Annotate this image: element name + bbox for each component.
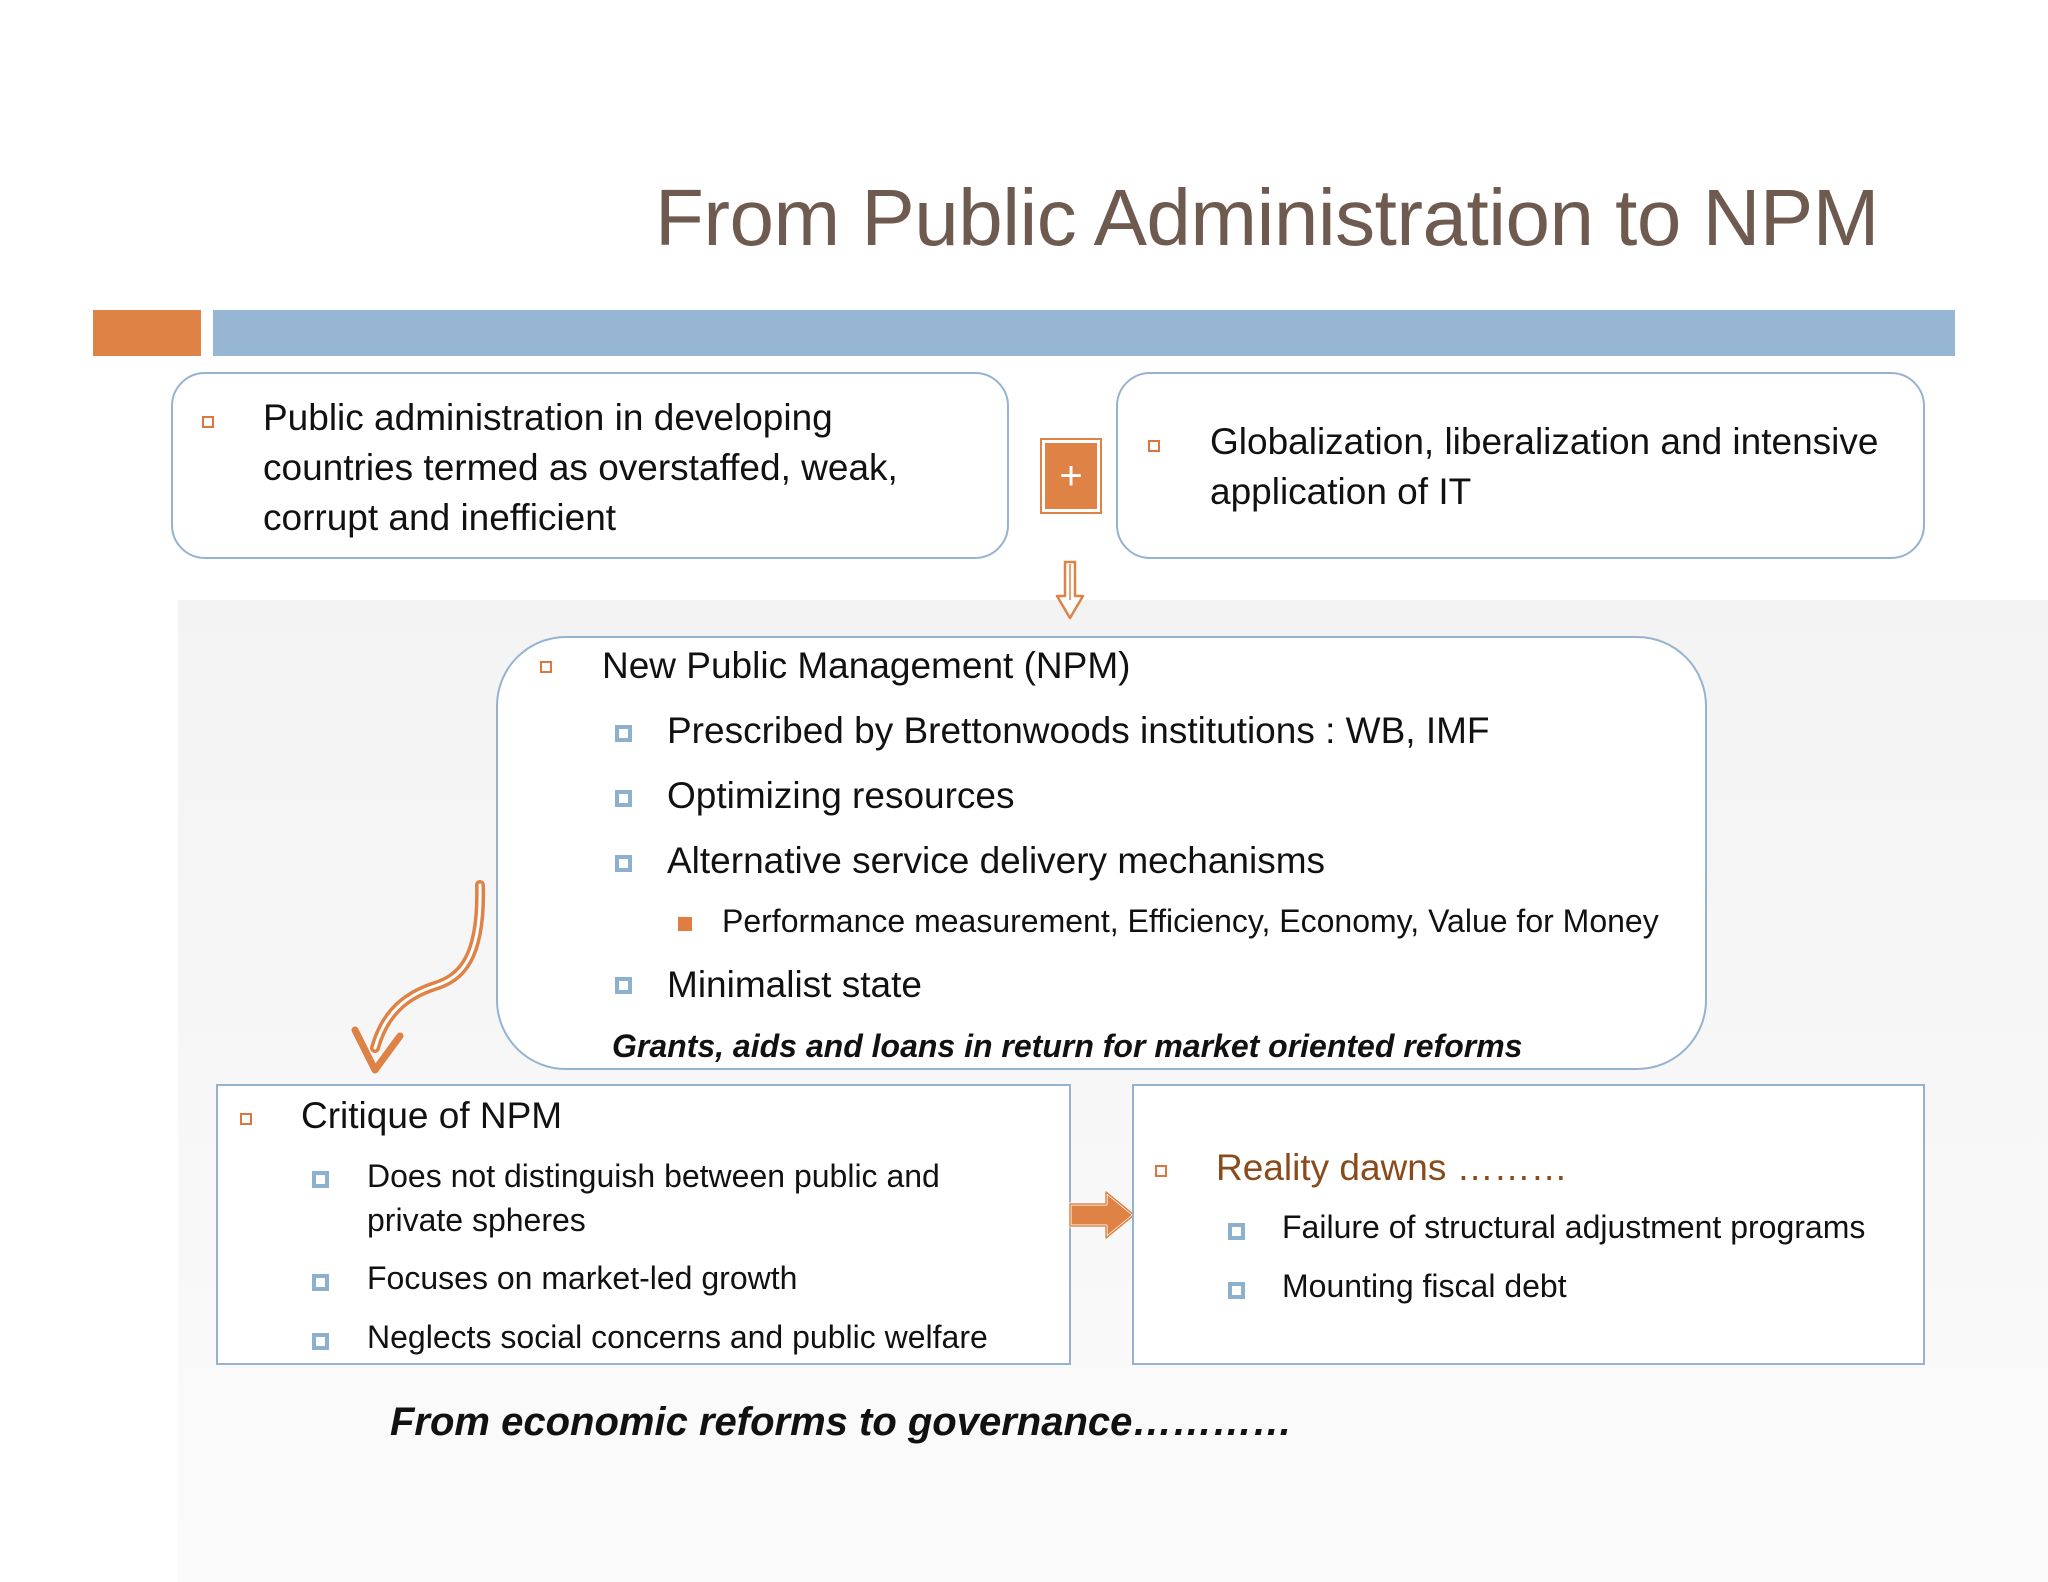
npm-item-2: Optimizing resources — [667, 775, 1015, 816]
slide-title: From Public Administration to NPM — [655, 173, 1879, 262]
reality-heading: Reality dawns ……… — [1216, 1147, 1568, 1188]
npm-heading: New Public Management (NPM) — [602, 645, 1131, 686]
square-bullet — [1228, 1223, 1245, 1240]
pa-line-2: countries termed as overstaffed, weak, — [263, 447, 898, 488]
square-bullet — [312, 1171, 329, 1188]
npm-footer: Grants, aids and loans in return for market oriented reforms — [612, 1028, 1523, 1064]
reality-item-2: Mounting fiscal debt — [1282, 1268, 1567, 1304]
filled-square-bullet — [678, 917, 692, 931]
pa-line-3: corrupt and inefficient — [263, 497, 617, 538]
critique-heading: Critique of NPM — [301, 1095, 563, 1136]
npm-sub-item: Performance measurement, Efficiency, Economy, Value for Money — [722, 903, 1659, 939]
conclusion-text: From economic reforms to governance………… — [390, 1400, 1293, 1444]
down-arrow-icon — [1055, 560, 1085, 620]
title-accent-blue — [213, 310, 1955, 356]
square-bullet — [615, 855, 632, 872]
npm-item-1: Prescribed by Brettonwoods institutions : WB, IMF — [667, 710, 1490, 751]
square-bullet — [312, 1274, 329, 1291]
glob-line-2: application of IT — [1210, 471, 1472, 512]
npm-item-3: Alternative service delivery mechanisms — [667, 840, 1326, 881]
hollow-square-bullet — [1155, 1165, 1167, 1177]
square-bullet — [615, 790, 632, 807]
right-arrow-icon — [1068, 1188, 1138, 1242]
glob-line-1: Globalization, liberalization and intensive — [1210, 421, 1879, 462]
pa-line-1: Public administration in developing — [263, 397, 833, 438]
curved-arrow-icon — [345, 880, 495, 1080]
square-bullet — [1228, 1282, 1245, 1299]
hollow-square-bullet — [202, 416, 214, 428]
square-bullet — [312, 1333, 329, 1350]
critique-item-1b: private spheres — [367, 1202, 586, 1238]
plus-icon: + — [1042, 440, 1100, 512]
critique-item-3: Neglects social concerns and public welfare — [367, 1319, 988, 1355]
hollow-square-bullet — [540, 661, 552, 673]
critique-item-1a: Does not distinguish between public and — [367, 1158, 940, 1194]
npm-item-4: Minimalist state — [667, 964, 922, 1005]
critique-item-2: Focuses on market-led growth — [367, 1260, 798, 1296]
title-accent-orange — [93, 310, 201, 356]
reality-item-1: Failure of structural adjustment programs — [1282, 1209, 1866, 1245]
square-bullet — [615, 977, 632, 994]
hollow-square-bullet — [240, 1113, 252, 1125]
square-bullet — [615, 725, 632, 742]
hollow-square-bullet — [1148, 440, 1160, 452]
